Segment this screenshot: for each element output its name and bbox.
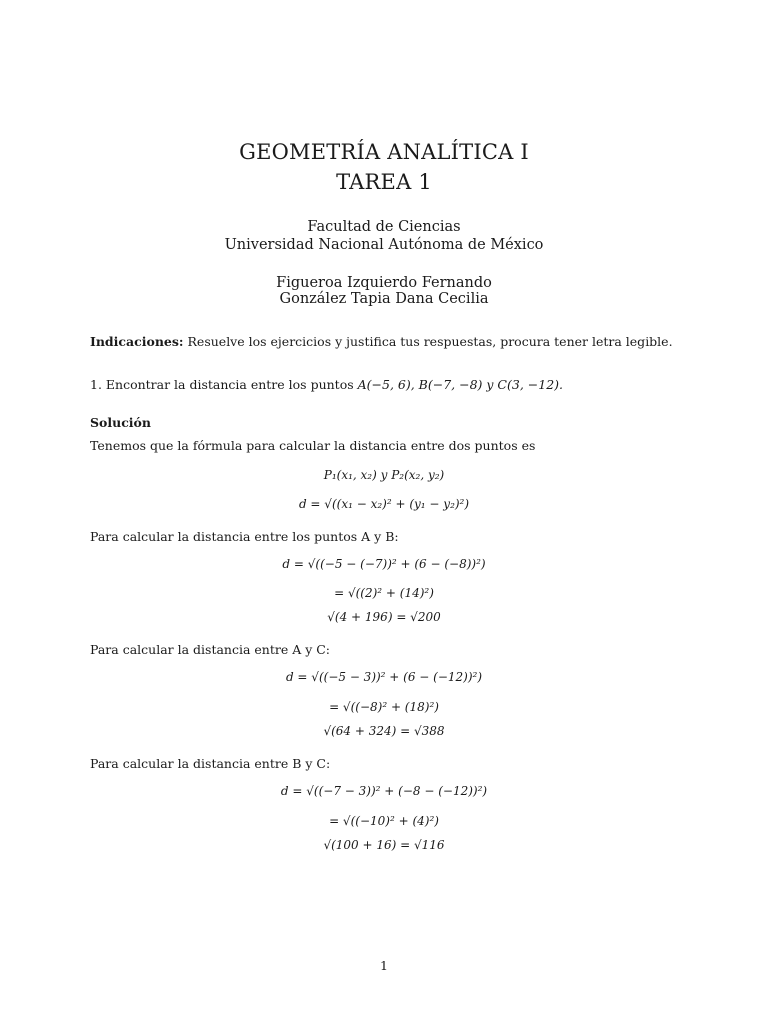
ac-line-3: √(64 + 324) = √388	[323, 724, 445, 738]
ac-line-1: d = √((−5 − 3))² + (6 − (−12))²)	[285, 670, 483, 684]
points-equation: P₁(x₁, x₂) y P₂(x₂, y₂)	[323, 468, 445, 482]
problem-1-points: A(−5, 6), B(−7, −8) y C(3, −12).	[357, 377, 563, 392]
solution-heading: Solución	[90, 415, 151, 430]
bc-line-1: d = √((−7 − 3))² + (−8 − (−12))²)	[280, 784, 488, 798]
bc-line-3: √(100 + 16) = √116	[323, 838, 445, 852]
university-name: Universidad Nacional Autónoma de México	[224, 237, 544, 253]
problem-1	[90, 377, 563, 392]
faculty-name: Facultad de Ciencias	[307, 219, 461, 235]
ab-line-2: = √((2)² + (14)²)	[334, 586, 434, 600]
ac-line-2: = √((−8)² + (18)²)	[329, 700, 439, 714]
bc-line-2: = √((−10)² + (4)²)	[329, 814, 439, 828]
solution-intro: Tenemos que la fórmula para calcular la distancia entre dos puntos es	[90, 438, 536, 453]
ab-intro: Para calcular la distancia entre los puntos A y B:	[90, 529, 399, 544]
problem-1-prefix: 1. Encontrar la distancia entre los puntos	[90, 377, 354, 392]
ac-intro: Para calcular la distancia entre A y C:	[90, 642, 331, 657]
ab-line-3: √(4 + 196) = √200	[327, 610, 441, 624]
indications	[90, 334, 673, 349]
author-1: Figueroa Izquierdo Fernando	[276, 275, 492, 291]
author-2: González Tapia Dana Cecilia	[279, 291, 489, 307]
indications-label: Indicaciones:	[90, 334, 184, 349]
ab-line-1: d = √((−5 − (−7))² + (6 − (−8))²)	[282, 557, 486, 571]
bc-intro: Para calcular la distancia entre B y C:	[90, 756, 331, 771]
document-subtitle: TAREA 1	[336, 170, 432, 194]
page-number: 1	[380, 958, 388, 973]
distance-formula: d = √((x₁ − x₂)² + (y₁ − y₂)²)	[298, 497, 470, 511]
document-title: GEOMETRÍA ANALÍTICA I	[239, 140, 529, 164]
indications-text: Resuelve los ejercicios y justifica tus respuestas, procura tener letra legible.	[187, 334, 673, 349]
